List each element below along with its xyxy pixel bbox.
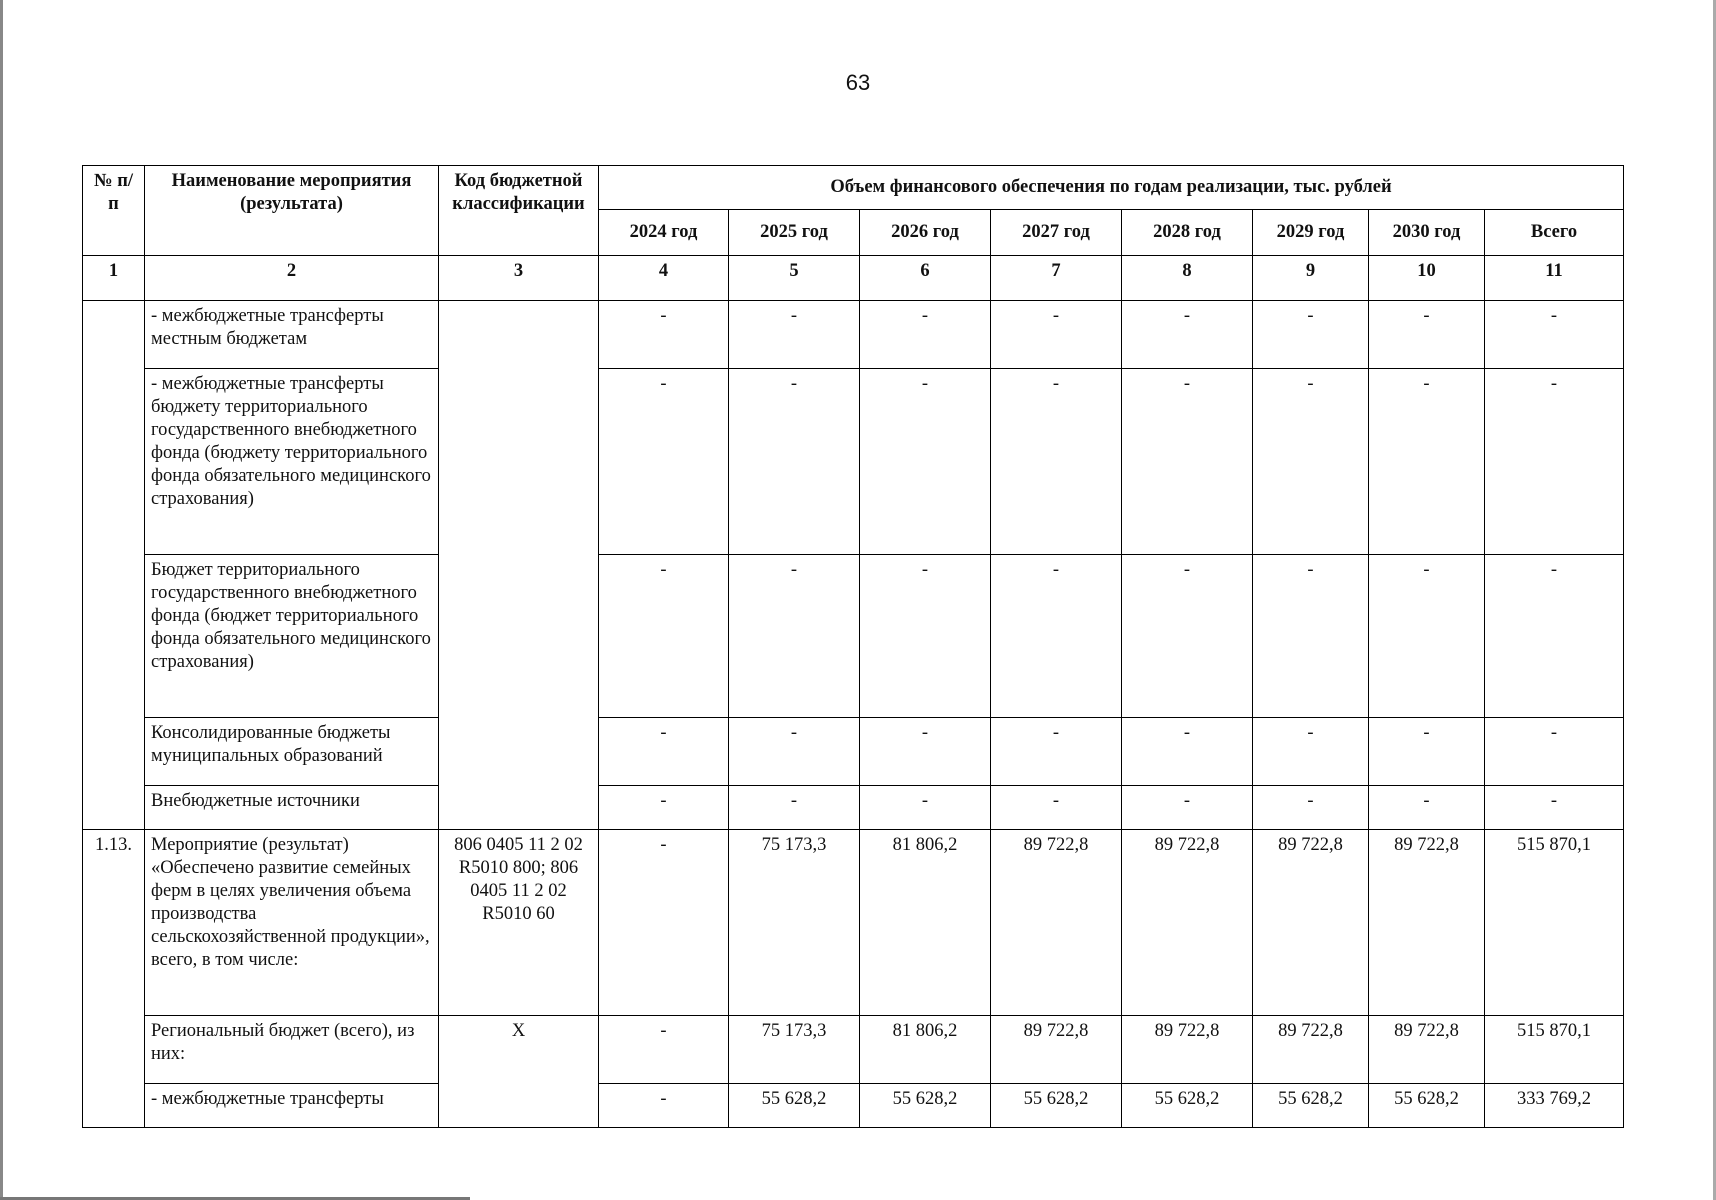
value-cell: - bbox=[729, 555, 860, 718]
row-number: 1.13. bbox=[83, 830, 145, 1128]
value-cell: - bbox=[599, 1016, 729, 1084]
value-cell: - bbox=[729, 369, 860, 555]
table-row bbox=[83, 555, 1624, 718]
value-cell: - bbox=[860, 718, 991, 786]
value-cell: 89 722,8 bbox=[1369, 830, 1485, 1016]
header-funding-group: Объем финансового обеспечения по годам реализации, тыс. рублей bbox=[599, 166, 1624, 210]
value-cell: - bbox=[1485, 555, 1624, 718]
column-number: 1 bbox=[83, 256, 145, 301]
column-number: 8 bbox=[1122, 256, 1253, 301]
value-cell: - bbox=[1253, 555, 1369, 718]
value-cell: - bbox=[1122, 786, 1253, 830]
budget-table bbox=[82, 165, 1624, 1128]
value-cell: - bbox=[1485, 369, 1624, 555]
value-cell: - bbox=[729, 301, 860, 369]
value-cell: - bbox=[1253, 301, 1369, 369]
value-cell: 333 769,2 bbox=[1485, 1084, 1624, 1128]
value-cell: 89 722,8 bbox=[991, 830, 1122, 1016]
value-cell: - bbox=[599, 555, 729, 718]
value-cell: - bbox=[1369, 718, 1485, 786]
value-cell: 89 722,8 bbox=[1253, 1016, 1369, 1084]
header-total: Всего bbox=[1485, 210, 1624, 256]
value-cell: 55 628,2 bbox=[991, 1084, 1122, 1128]
header-year: 2029 год bbox=[1253, 210, 1369, 256]
value-cell: - bbox=[991, 301, 1122, 369]
row-code: X bbox=[439, 1016, 599, 1128]
value-cell: - bbox=[599, 718, 729, 786]
value-cell: - bbox=[991, 718, 1122, 786]
value-cell: - bbox=[1122, 718, 1253, 786]
value-cell: 55 628,2 bbox=[1253, 1084, 1369, 1128]
row-name: Внебюджетные источники bbox=[145, 786, 439, 830]
value-cell: 55 628,2 bbox=[1369, 1084, 1485, 1128]
value-cell: 75 173,3 bbox=[729, 1016, 860, 1084]
value-cell: 55 628,2 bbox=[1122, 1084, 1253, 1128]
row-name: Мероприятие (результат) «Обеспечено развитие семейных ферм в целях увеличения объема производства сельскохозяйственной продукции», всего, в том числе: bbox=[145, 830, 439, 1016]
value-cell: - bbox=[729, 718, 860, 786]
value-cell: - bbox=[599, 1084, 729, 1128]
value-cell: 89 722,8 bbox=[1369, 1016, 1485, 1084]
row-name: Бюджет территориального государственного внебюджетного фонда (бюджет территориального фонда обязательного медицинского страхования) bbox=[145, 555, 439, 718]
value-cell: - bbox=[991, 555, 1122, 718]
value-cell: - bbox=[1485, 301, 1624, 369]
header-code: Код бюджетной классификации bbox=[439, 166, 599, 256]
header-year: 2027 год bbox=[991, 210, 1122, 256]
column-number: 7 bbox=[991, 256, 1122, 301]
row-name: - межбюджетные трансферты bbox=[145, 1084, 439, 1128]
value-cell: - bbox=[1253, 369, 1369, 555]
header-year: 2025 год bbox=[729, 210, 860, 256]
column-number: 5 bbox=[729, 256, 860, 301]
value-cell: 55 628,2 bbox=[729, 1084, 860, 1128]
value-cell: - bbox=[599, 369, 729, 555]
value-cell: - bbox=[1485, 786, 1624, 830]
value-cell: - bbox=[1253, 786, 1369, 830]
row-name: - межбюджетные трансферты бюджету территориального государственного внебюджетного фонда (бюджету территориального фонда обязательного медицинского страхования) bbox=[145, 369, 439, 555]
page-number: 63 bbox=[845, 70, 871, 95]
column-number: 11 bbox=[1485, 256, 1624, 301]
value-cell: - bbox=[991, 786, 1122, 830]
header-year: 2026 год bbox=[860, 210, 991, 256]
value-cell: - bbox=[860, 369, 991, 555]
table-row bbox=[83, 1016, 1624, 1084]
header-year: 2028 год bbox=[1122, 210, 1253, 256]
column-number: 4 bbox=[599, 256, 729, 301]
value-cell: - bbox=[1122, 301, 1253, 369]
value-cell: - bbox=[1485, 718, 1624, 786]
row-name: Консолидированные бюджеты муниципальных образований bbox=[145, 718, 439, 786]
table-row bbox=[83, 718, 1624, 786]
header-year: 2030 год bbox=[1369, 210, 1485, 256]
value-cell: - bbox=[1369, 301, 1485, 369]
value-cell: 89 722,8 bbox=[991, 1016, 1122, 1084]
value-cell: - bbox=[1253, 718, 1369, 786]
value-cell: 55 628,2 bbox=[860, 1084, 991, 1128]
value-cell: - bbox=[1369, 786, 1485, 830]
value-cell: - bbox=[1369, 369, 1485, 555]
value-cell: - bbox=[860, 786, 991, 830]
row-number-cell bbox=[83, 301, 145, 830]
row-code: 806 0405 11 2 02 R5010 800; 806 0405 11 2 02 R5010 60 bbox=[439, 830, 599, 1016]
column-number: 2 bbox=[145, 256, 439, 301]
table-row bbox=[83, 369, 1624, 555]
value-cell: 89 722,8 bbox=[1253, 830, 1369, 1016]
value-cell: 81 806,2 bbox=[860, 830, 991, 1016]
header-no: № п/п bbox=[83, 166, 145, 256]
scan-edge-left bbox=[0, 0, 3, 1200]
value-cell: - bbox=[599, 301, 729, 369]
value-cell: 75 173,3 bbox=[729, 830, 860, 1016]
value-cell: - bbox=[599, 786, 729, 830]
column-number: 3 bbox=[439, 256, 599, 301]
row-name: - межбюджетные трансферты местным бюджетам bbox=[145, 301, 439, 369]
row-name: Региональный бюджет (всего), из них: bbox=[145, 1016, 439, 1084]
value-cell: 89 722,8 bbox=[1122, 830, 1253, 1016]
header-name: Наименование мероприятия (результата) bbox=[145, 166, 439, 256]
value-cell: - bbox=[1369, 555, 1485, 718]
column-number-row bbox=[83, 256, 1624, 301]
value-cell: - bbox=[860, 555, 991, 718]
column-number: 10 bbox=[1369, 256, 1485, 301]
value-cell: - bbox=[599, 830, 729, 1016]
value-cell: - bbox=[991, 369, 1122, 555]
table-row bbox=[83, 830, 1624, 1016]
header-year: 2024 год bbox=[599, 210, 729, 256]
value-cell: - bbox=[860, 301, 991, 369]
value-cell: 515 870,1 bbox=[1485, 830, 1624, 1016]
header-row-1 bbox=[83, 166, 1624, 210]
value-cell: - bbox=[1122, 369, 1253, 555]
table-row bbox=[83, 1084, 1624, 1128]
value-cell: - bbox=[1122, 555, 1253, 718]
column-number: 9 bbox=[1253, 256, 1369, 301]
value-cell: 89 722,8 bbox=[1122, 1016, 1253, 1084]
table-row bbox=[83, 301, 1624, 369]
column-number: 6 bbox=[860, 256, 991, 301]
value-cell: - bbox=[729, 786, 860, 830]
value-cell: 515 870,1 bbox=[1485, 1016, 1624, 1084]
value-cell: 81 806,2 bbox=[860, 1016, 991, 1084]
table-row bbox=[83, 786, 1624, 830]
row-code-cell bbox=[439, 301, 599, 830]
